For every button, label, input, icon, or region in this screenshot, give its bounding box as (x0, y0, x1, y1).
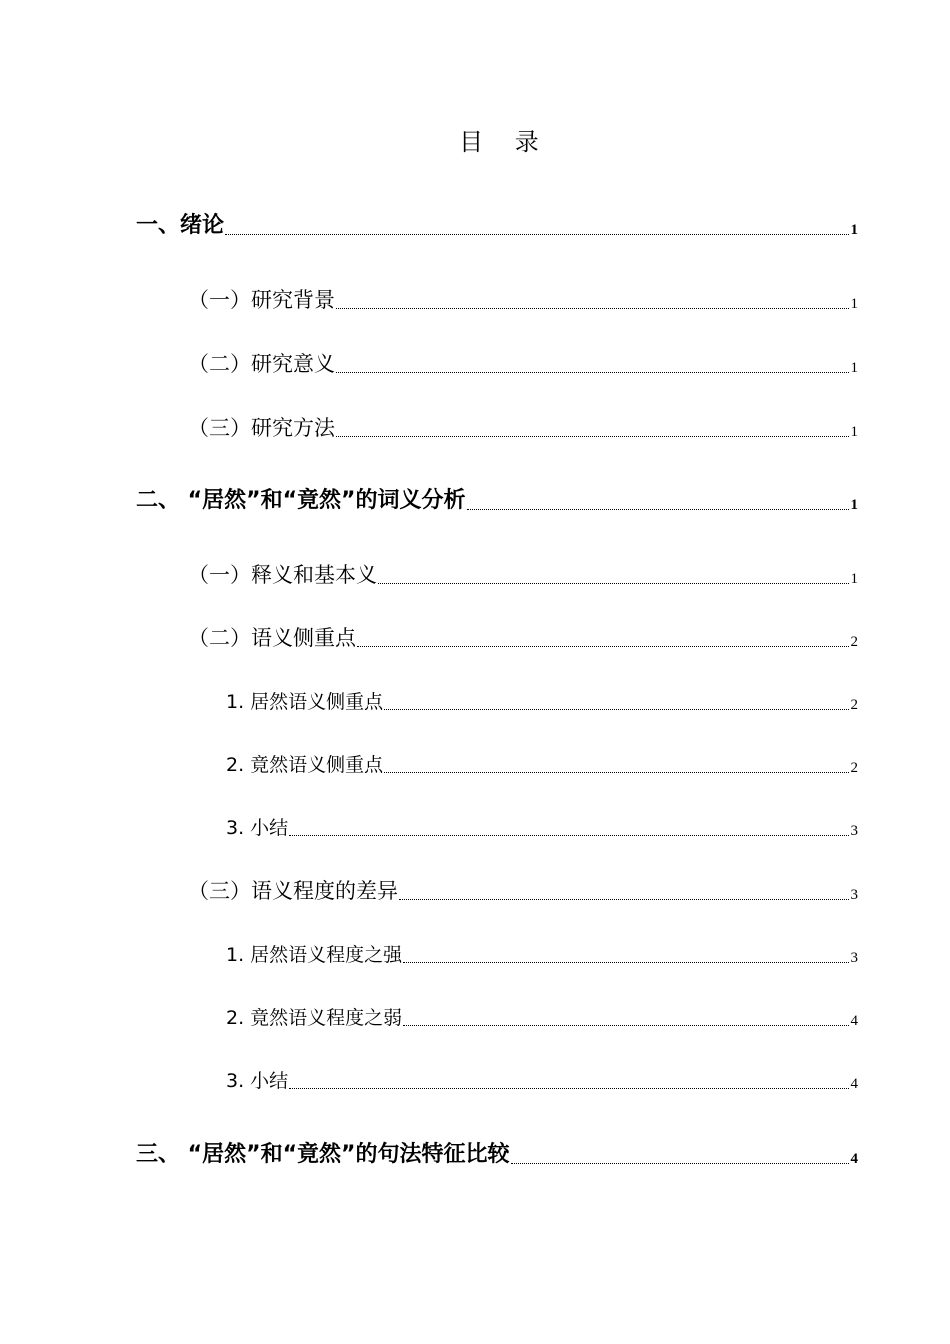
toc-entry-subsection-2-3-3[interactable] (226, 1068, 858, 1094)
toc-page-number: 4 (850, 1151, 858, 1167)
toc-page-number: 2 (850, 760, 858, 776)
toc-entry-label: 3. 小结 (226, 817, 289, 839)
toc-page-number: 3 (850, 887, 858, 903)
toc-entry-subsection-2-2-1[interactable] (226, 689, 858, 715)
dot-leader (289, 835, 848, 836)
toc-entry-label: 1. 居然语义程度之强 (226, 944, 403, 966)
toc-page-number: 1 (850, 424, 858, 440)
dot-leader (403, 1025, 848, 1026)
dot-leader (403, 962, 848, 963)
dot-leader (384, 709, 848, 710)
toc-entry-label: 三、 “居然”和“竟然”的句法特征比较 (136, 1142, 510, 1167)
toc-page-number: 2 (850, 634, 858, 650)
toc-page-number: 3 (850, 950, 858, 966)
toc-entry-section-1-2[interactable] (188, 350, 858, 378)
toc-entry-chapter-2[interactable] (136, 487, 858, 515)
toc-entry-label: 一、绪论 (136, 213, 225, 238)
toc-entry-chapter-3[interactable] (136, 1141, 858, 1169)
toc-entry-label: 2. 竟然语义侧重点 (226, 754, 384, 776)
toc-entry-section-2-3[interactable] (188, 877, 858, 905)
toc-entry-section-1-3[interactable] (188, 414, 858, 442)
toc-entry-label: 3. 小结 (226, 1070, 289, 1092)
toc-page-number: 1 (850, 497, 858, 513)
toc-entry-label: （一）研究背景 (188, 288, 335, 312)
toc-page-number: 4 (850, 1076, 858, 1092)
toc-entry-label: 二、 “居然”和“竟然”的词义分析 (136, 488, 466, 513)
dot-leader (384, 772, 848, 773)
toc-entry-label: （三）研究方法 (188, 416, 335, 440)
toc-title: 目 录 (459, 128, 551, 156)
toc-entry-label: 1. 居然语义侧重点 (226, 691, 384, 713)
toc-entry-subsection-2-2-3[interactable] (226, 815, 858, 841)
dot-leader (336, 372, 849, 373)
toc-entry-label: 2. 竟然语义程度之弱 (226, 1007, 403, 1029)
toc-entry-section-1-1[interactable] (188, 286, 858, 314)
dot-leader (378, 583, 849, 584)
toc-entry-label: （二）研究意义 (188, 352, 335, 376)
toc-page-number: 4 (850, 1013, 858, 1029)
toc-page-number: 1 (850, 222, 858, 238)
dot-leader (289, 1088, 848, 1089)
toc-page-number: 1 (850, 360, 858, 376)
dot-leader (467, 509, 849, 510)
dot-leader (336, 436, 849, 437)
dot-leader (357, 646, 849, 647)
dot-leader (511, 1163, 849, 1164)
dot-leader (336, 308, 849, 309)
toc-page-number: 1 (850, 296, 858, 312)
toc-entry-chapter-1[interactable] (136, 212, 858, 240)
toc-page-number: 3 (850, 823, 858, 839)
toc-page-number: 2 (850, 697, 858, 713)
toc-entry-subsection-2-3-2[interactable] (226, 1005, 858, 1031)
toc-entry-section-2-2[interactable] (188, 624, 858, 652)
toc-entry-label: （一）释义和基本义 (188, 563, 377, 587)
toc-page-number: 1 (850, 571, 858, 587)
dot-leader (225, 234, 848, 235)
toc-entry-subsection-2-3-1[interactable] (226, 942, 858, 968)
toc-entry-subsection-2-2-2[interactable] (226, 752, 858, 778)
toc-entry-label: （二）语义侧重点 (188, 626, 356, 650)
dot-leader (399, 899, 849, 900)
toc-entry-section-2-1[interactable] (188, 561, 858, 589)
toc-entry-label: （三）语义程度的差异 (188, 879, 398, 903)
